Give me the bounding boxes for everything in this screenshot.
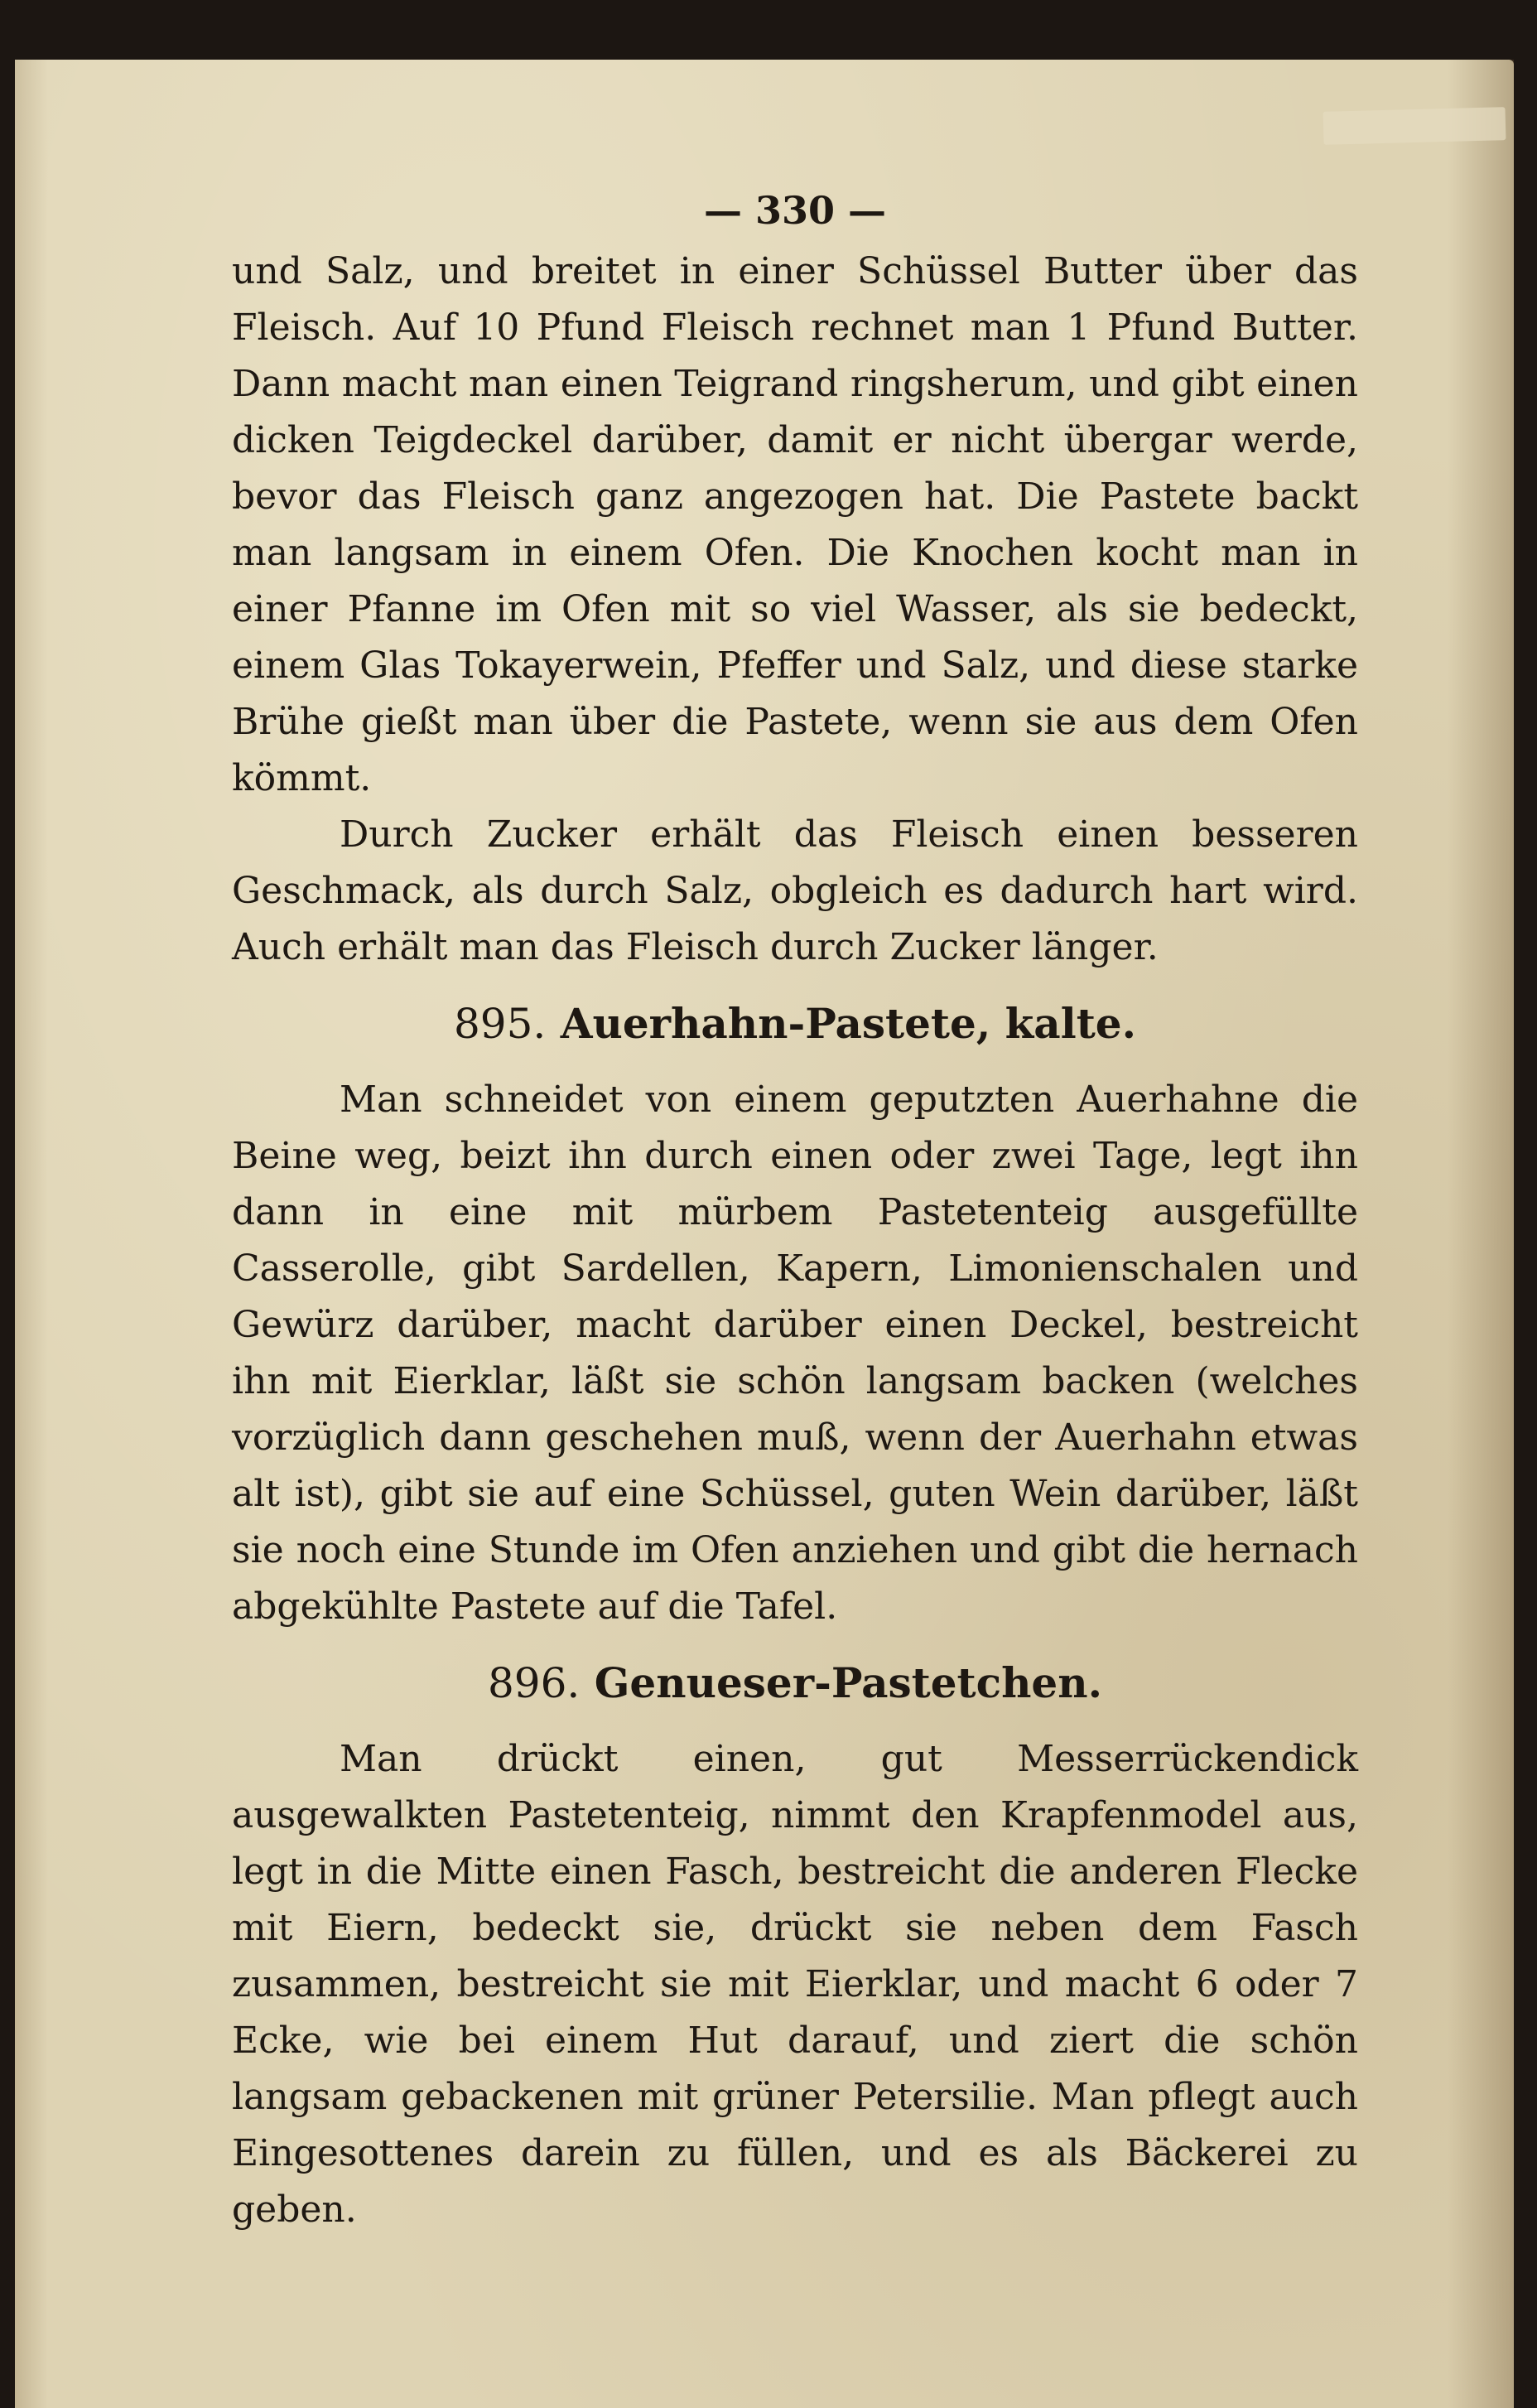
recipe-896-title: Genueser-Pastetchen. [594, 1658, 1102, 1707]
page-edge-shadow [1448, 60, 1514, 2408]
recipe-895-heading [232, 994, 1358, 1054]
page-text [232, 182, 1358, 2238]
recipe-896-text: Man drückt einen, gut Messerrückendick ausgewalkten Pastetenteig, nimmt den Krapfenmodel aus, legt in die Mitte einen Fasch, bestreicht die anderen Flecke mit Eiern, bedeckt sie, drückt sie neben dem Fasch zusammen, bestreicht sie mit Eierklar, und macht 6 oder 7 Ecke, wie bei einem Hut darauf, und ziert die schön langsam gebackenen mit grüner Petersilie. Man pflegt auch Eingesottenes darein zu füllen, und es als Bäckerei zu geben. [232, 1738, 1358, 2231]
recipe-895-text: Man schneidet von einem geputzten Auerhahne die Beine weg, beizt ihn durch einen oder zwei Tage, legt ihn dann in eine mit mürbem Pastetenteig ausgefüllte Casserolle, gibt Sardellen, Kapern, Limonienschalen und Gewürz darüber, macht darüber einen Deckel, bestreicht ihn mit Eierklar, läßt sie schön langsam backen (welches vorzüglich dann geschehen muß, wenn der Auerhahn etwas alt ist), gibt sie auf eine Schüssel, guten Wein darüber, läßt sie noch eine Stunde im Ofen anziehen und gibt die hernach abgekühlte Pastete auf die Tafel. [232, 1079, 1358, 1628]
page-number: — 330 — [703, 188, 887, 233]
paragraph-sugar-note: Durch Zucker erhält das Fleisch einen besseren Geschmack, als durch Salz, obgleich es dadurch hart wird. Auch erhält man das Fleisch durch Zucker länger. [232, 813, 1358, 968]
recipe-896-number: 896. [487, 1659, 581, 1707]
paragraph-continued: und Salz, und breitet in einer Schüssel Butter über das Fleisch. Auf 10 Pfund Fleisch rechnet man 1 Pfund Butter. Dann macht man einen Teigrand ringsherum, und gibt einen dicken Teigdeckel darüber, damit er nicht übergar werde, bevor das Fleisch ganz angezogen hat. Die Pastete backt man langsam in einem Ofen. Die Knochen kocht man in einer Pfanne im Ofen mit so viel Wasser, als sie bedeckt, einem Glas Tokayerwein, Pfeffer und Salz, und diese starke Brühe gießt man über die Pastete, wenn sie aus dem Ofen kömmt. [232, 250, 1358, 799]
recipe-895-title: Auerhahn-Pastete, kalte. [560, 999, 1137, 1048]
recipe-895-number: 895. [453, 1000, 547, 1048]
recipe-896-heading [232, 1653, 1358, 1713]
paper-tear [1323, 107, 1506, 145]
